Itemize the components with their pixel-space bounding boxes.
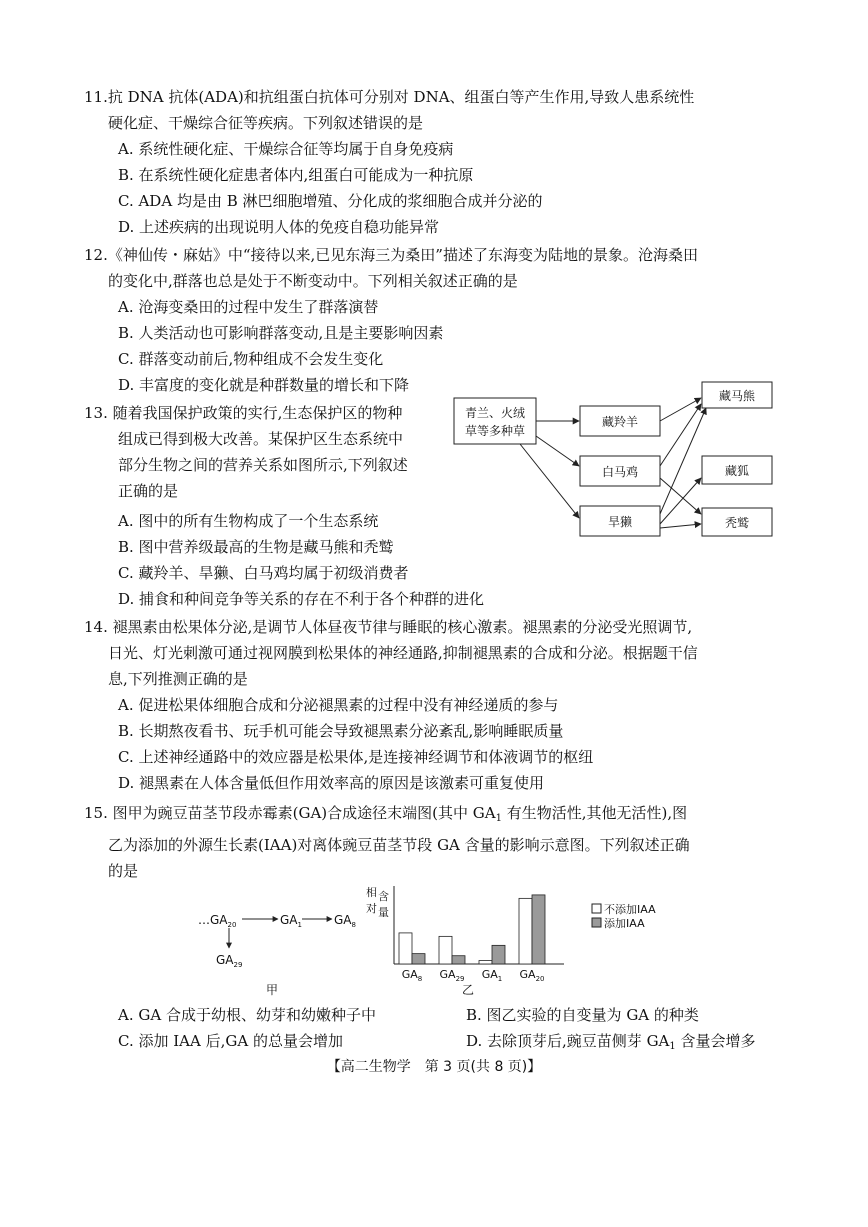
question-13-option-c: C. 藏羚羊、旱獭、白马鸡均属于初级消费者 (118, 564, 409, 582)
node-label-zangmaxiong: 藏马熊 (718, 389, 756, 403)
question-12-option-a: A. 沧海变桑田的过程中发生了群落演替 (118, 298, 379, 316)
y-axis-label-char: 量 (378, 906, 389, 919)
option-d-part: D. 去除顶芽后,豌豆苗侧芽 GA (466, 1032, 670, 1050)
question-13-stem: 13. 随着我国保护政策的实行,生态保护区的物种 (84, 404, 403, 422)
bar-GA29-iaa (452, 956, 465, 964)
question-15-option-b: B. 图乙实验的自变量为 GA 的种类 (466, 1006, 699, 1024)
question-15-stem-part: 15. 图甲为豌豆苗茎节段赤霉素(GA)合成途径末端图(其中 GA (84, 804, 496, 822)
question-13-stem: 部分生物之间的营养关系如图所示,下列叙述 (118, 456, 408, 474)
arrow-zanglingyang-zangmaxiong (660, 398, 701, 421)
question-14 (84, 614, 776, 796)
food-web-diagram (450, 378, 790, 538)
chart-ylabel (366, 885, 389, 919)
node-label-zanghu: 藏狐 (724, 464, 750, 478)
producer-label-2: 草等多种草 (464, 424, 526, 438)
bar-GA1-control (479, 961, 492, 964)
question-15-stem-sub: 1 (495, 813, 502, 824)
figure-yi-bar-chart (360, 880, 700, 1000)
question-13-option-b: B. 图中营养级最高的生物是藏马熊和秃鹫 (118, 538, 394, 556)
option-d-part: 含量会增多 (675, 1032, 756, 1050)
question-12-option-b: B. 人类活动也可影响群落变动,且是主要影响因素 (118, 324, 444, 342)
question-11 (84, 84, 776, 240)
question-12-option-d: D. 丰富度的变化就是种群数量的增长和下降 (118, 376, 410, 394)
legend-swatch-control (592, 904, 601, 913)
legend-label-iaa: 添加IAA (604, 917, 645, 930)
pathway-node-ga29: $GA_{29}$ (216, 953, 243, 969)
question-11-option-d: D. 上述疾病的出现说明人体的免疫自稳功能异常 (118, 218, 440, 236)
question-14-stem: 日光、灯光刺激可通过视网膜到松果体的神经通路,抑制褪黑素的合成和分泌。根据题干信 (108, 644, 698, 662)
question-11-option-c: C. ADA 均是由 B 淋巴细胞增殖、分化成的浆细胞合成并分泌的 (118, 192, 543, 210)
pathway-node-ga20: $\dots GA_{20}$ (198, 913, 237, 929)
arrow-baimaji-zangmaxiong (660, 404, 701, 466)
bar-GA20-control (519, 898, 532, 964)
question-13-stem: 组成已得到极大改善。某保护区生态系统中 (118, 430, 404, 448)
option-d-sub: 1 (669, 1041, 676, 1052)
question-14-stem: 息,下列推测正确的是 (108, 670, 248, 688)
legend-swatch-iaa (592, 918, 601, 927)
x-tick-label-GA1: $GA_1$ (481, 968, 503, 983)
page-footer: 【高二生物学 第 3 页(共 8 页)】 (326, 1059, 542, 1075)
question-13-stem: 正确的是 (118, 482, 179, 500)
question-13 (84, 400, 456, 504)
question-13-option-a: A. 图中的所有生物构成了一个生态系统 (118, 512, 379, 530)
node-label-hanta: 旱獭 (607, 515, 633, 529)
arrow-baimaji-tujiu (660, 478, 701, 514)
bar-GA29-control (439, 936, 452, 964)
question-12 (84, 242, 776, 398)
question-12-stem: 的变化中,群落也总是处于不断变动中。下列相关叙述正确的是 (108, 272, 518, 290)
question-15-stem (84, 800, 776, 832)
question-11-option-b: B. 在系统性硬化症患者体内,组蛋白可能成为一种抗原 (118, 166, 474, 184)
pathway-node-ga1: $GA_1$ (280, 913, 302, 929)
question-12-option-c: C. 群落变动前后,物种组成不会发生变化 (118, 350, 384, 368)
y-axis-label-char: 含 (378, 890, 389, 903)
x-tick-label-GA20: $GA_{20}$ (519, 968, 545, 983)
question-14-option-d: D. 褪黑素在人体含量低但作用效率高的原因是该激素可重复使用 (118, 774, 545, 792)
bar-GA8-control (399, 933, 412, 964)
node-label-tujiu: 秃鹫 (724, 516, 750, 530)
question-15-stem-part: 有生物活性,其他无活性),图 (501, 804, 688, 822)
x-tick-label-GA8: $GA_8$ (401, 968, 423, 983)
bar-GA20-iaa (532, 895, 545, 964)
question-14-option-b: B. 长期熬夜看书、玩手机可能会导致褪黑素分泌紊乱,影响睡眠质量 (118, 722, 564, 740)
question-14-stem: 14. 褪黑素由松果体分泌,是调节人体昼夜节律与睡眠的核心激素。褪黑素的分泌受光照调节, (84, 618, 693, 636)
question-11-stem: 硬化症、干燥综合征等疾病。下列叙述错误的是 (108, 114, 424, 132)
y-axis-label-char: 相 (366, 886, 377, 899)
x-tick-label-GA29: $GA_{29}$ (439, 968, 465, 983)
question-13-option-d: D. 捕食和种间竞争等关系的存在不利于各个种群的进化 (118, 590, 485, 608)
question-15-option-c: C. 添加 IAA 后,GA 的总量会增加 (118, 1032, 343, 1050)
arrow-grass-hanta (520, 444, 579, 518)
question-14-option-a: A. 促进松果体细胞合成和分泌褪黑素的过程中没有神经递质的参与 (118, 696, 559, 714)
figure-yi-label: 乙 (462, 983, 475, 997)
node-label-zanglingyang: 藏羚羊 (601, 415, 639, 429)
y-axis-label-char: 对 (366, 902, 377, 915)
question-14-option-c: C. 上述神经通路中的效应器是松果体,是连接神经调节和体液调节的枢纽 (118, 748, 594, 766)
arrow-hanta-tujiu (660, 524, 701, 528)
figure-jia-pathway (196, 900, 376, 1000)
bar-GA8-iaa (412, 954, 425, 964)
question-11-option-a: A. 系统性硬化症、干燥综合征等均属于自身免疫病 (118, 140, 454, 158)
question-15 (84, 800, 776, 884)
question-11-stem: 11.抗 DNA 抗体(ADA)和抗组蛋白抗体可分别对 DNA、组蛋白等产生作用,导致人患系统性 (84, 88, 695, 106)
pathway-node-ga8: $GA_8$ (334, 913, 356, 929)
arrow-grass-baimaji (536, 436, 579, 466)
legend-label-control: 不添加IAA (604, 903, 656, 916)
question-15-stem: 的是 (108, 862, 139, 880)
node-label-baimaji: 白马鸡 (601, 465, 639, 479)
producer-label-1: 青兰、火绒 (464, 406, 526, 420)
question-15-stem: 乙为添加的外源生长素(IAA)对离体豌豆苗茎节段 GA 含量的影响示意图。下列叙述正确 (108, 836, 690, 854)
question-15-option-a: A. GA 合成于幼根、幼芽和幼嫩种子中 (118, 1006, 376, 1024)
question-12-stem: 12.《神仙传・麻姑》中“接待以来,已见东海三为桑田”描述了东海变为陆地的景象。沧海桑田 (84, 246, 698, 264)
figure-jia-label: 甲 (266, 983, 279, 997)
bar-GA1-iaa (492, 945, 505, 964)
